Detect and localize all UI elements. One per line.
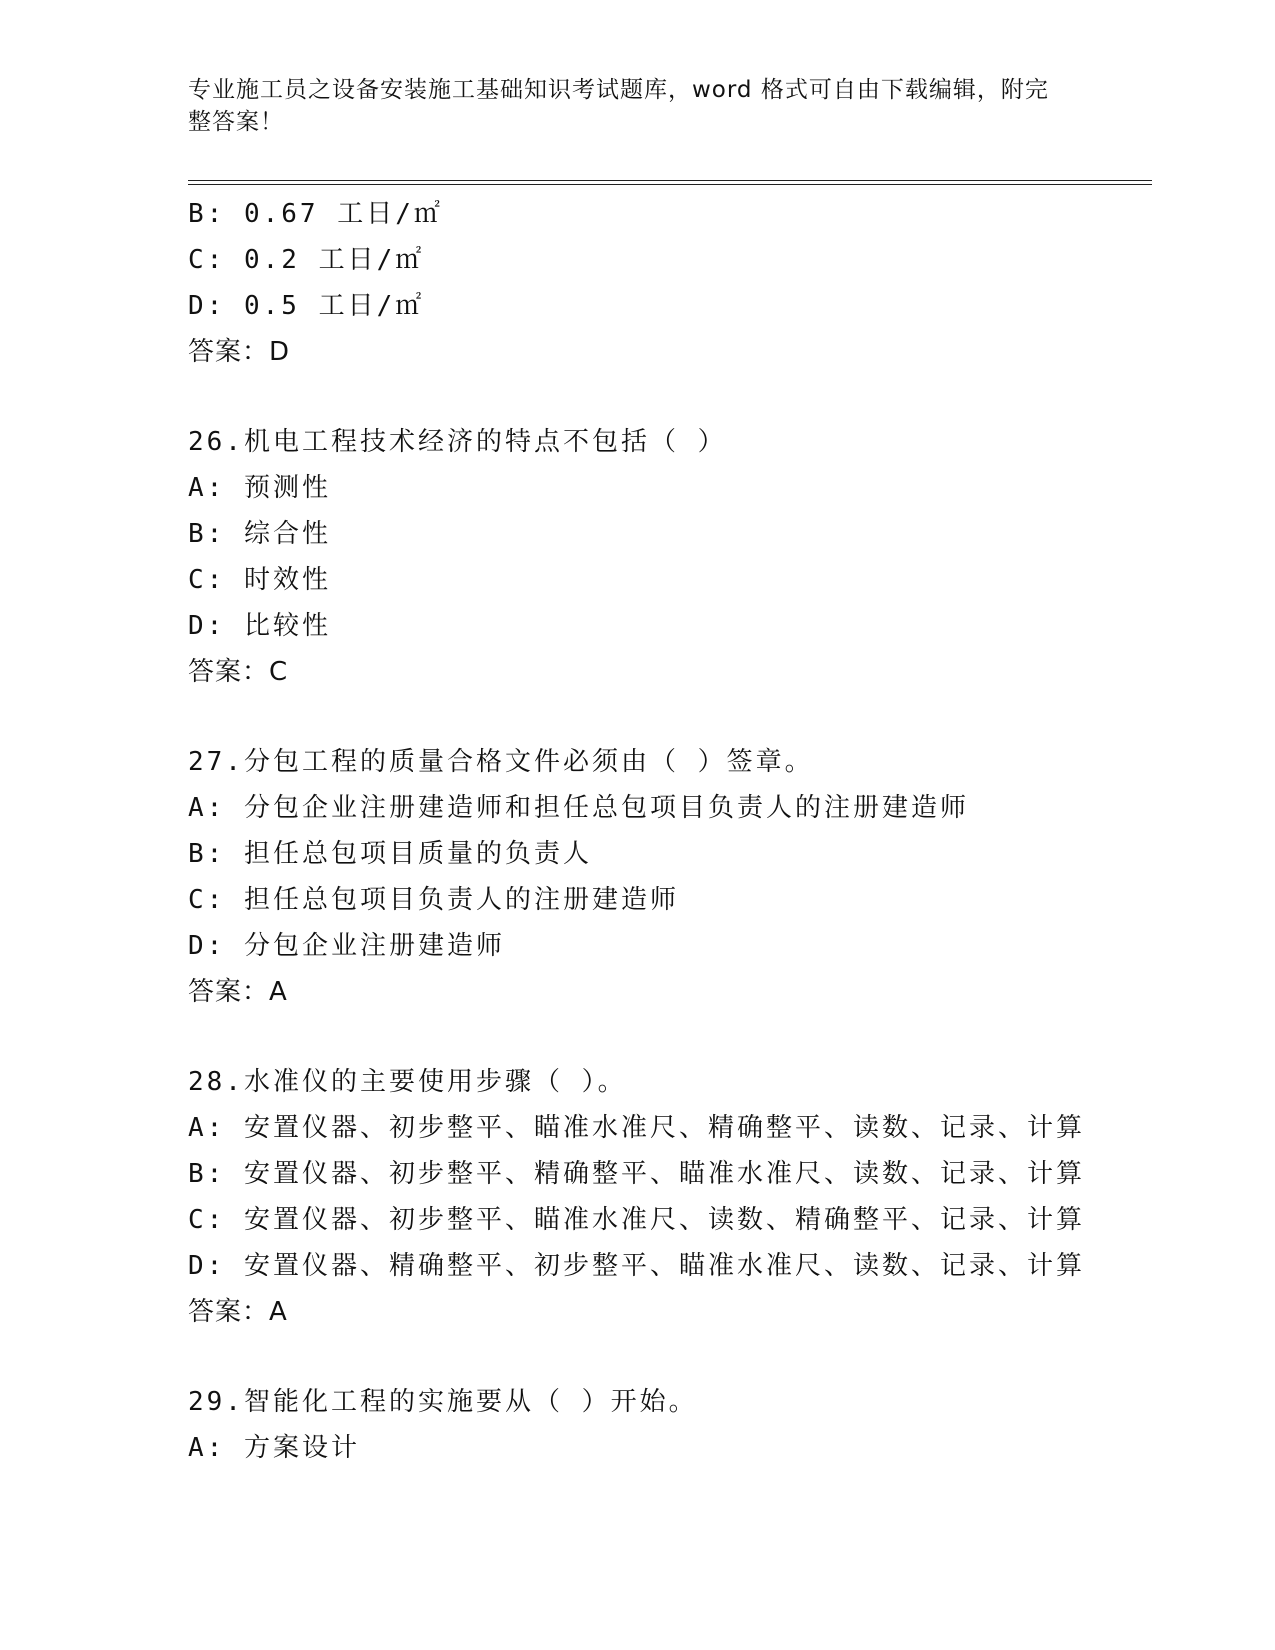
answer-line: 答案：D [188,337,291,367]
question-list [188,191,1148,1471]
option-d: D: 0.5 工日/㎡ [188,291,425,321]
option-b: B: 0.67 工日/㎡ [188,199,443,229]
question-block-25 [188,191,1148,375]
question-block-28 [188,1059,1148,1335]
option-b: B: 安置仪器、初步整平、精确整平、瞄准水准尺、读数、记录、计算 [188,1159,1085,1189]
question-block-26 [188,419,1148,695]
question-block-27 [188,739,1148,1015]
question-stem: 26.机电工程技术经济的特点不包括（ ） [188,427,727,457]
option-a: A: 安置仪器、初步整平、瞄准水准尺、精确整平、读数、记录、计算 [188,1113,1085,1143]
option-a: A: 分包企业注册建造师和担任总包项目负责人的注册建造师 [188,793,969,823]
option-c: C: 时效性 [188,565,331,595]
option-b: B: 综合性 [188,519,331,549]
option-b: B: 担任总包项目质量的负责人 [188,839,592,869]
answer-line: 答案：A [188,977,288,1007]
document-header [188,74,1068,138]
question-block-29 [188,1379,1148,1471]
question-stem: 28.水准仪的主要使用步骤（ ）。 [188,1067,627,1097]
option-c: C: 担任总包项目负责人的注册建造师 [188,885,679,915]
header-text: 专业施工员之设备安装施工基础知识考试题库，word 格式可自由下载编辑，附完整答案！ [188,77,1049,135]
option-d: D: 安置仪器、精确整平、初步整平、瞄准水准尺、读数、记录、计算 [188,1251,1085,1281]
option-c: C: 0.2 工日/㎡ [188,245,425,275]
option-d: D: 比较性 [188,611,331,641]
option-c: C: 安置仪器、初步整平、瞄准水准尺、读数、精确整平、记录、计算 [188,1205,1085,1235]
header-rule-bottom [188,184,1152,185]
question-stem: 29.智能化工程的实施要从（ ）开始。 [188,1387,698,1417]
header-rule-top [188,180,1152,181]
question-stem: 27.分包工程的质量合格文件必须由（ ）签章。 [188,747,814,777]
option-d: D: 分包企业注册建造师 [188,931,505,961]
answer-line: 答案：C [188,657,289,687]
option-a: A: 预测性 [188,473,331,503]
answer-line: 答案：A [188,1297,288,1327]
option-a: A: 方案设计 [188,1433,360,1463]
